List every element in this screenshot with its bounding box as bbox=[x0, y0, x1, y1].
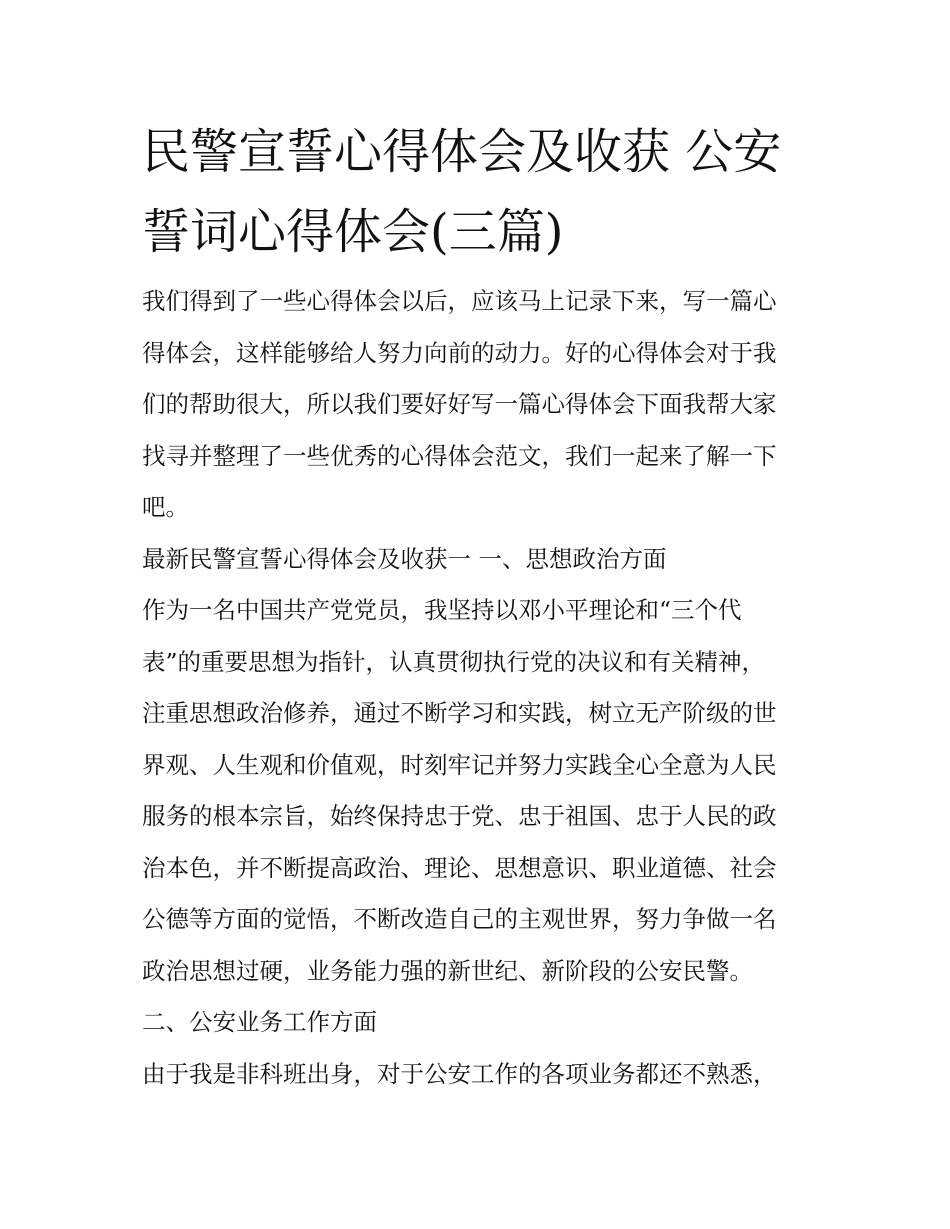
body-line: 表”的重要思想为指针，认真贯彻执行党的决议和有关精神， bbox=[142, 647, 766, 676]
document-title bbox=[142, 112, 842, 272]
body-line: 我们得到了一些心得体会以后，应该马上记录下来，写一篇心 bbox=[142, 287, 777, 315]
body-line: 服务的根本宗旨，始终保持忠于党、忠于祖国、忠于人民的政 bbox=[142, 802, 777, 830]
section-heading: 二、公安业务工作方面 bbox=[142, 1008, 377, 1036]
body-line: 由于我是非科班出身，对于公安工作的各项业务都还不熟悉， bbox=[142, 1059, 777, 1088]
document-body bbox=[142, 276, 822, 1100]
title-line: 民警宣誓心得体会及收获 公安 bbox=[142, 124, 782, 180]
body-line: 作为一名中国共产党党员，我坚持以邓小平理论和“三个代 bbox=[142, 596, 742, 624]
title-line: 誓词心得体会(三篇) bbox=[142, 204, 564, 260]
section-heading: 最新民警宣誓心得体会及收获一 一、思想政治方面 bbox=[142, 544, 667, 573]
body-line: 治本色，并不断提高政治、理论、思想意识、职业道德、社会 bbox=[142, 853, 777, 882]
body-line: 得体会，这样能够给人努力向前的动力。好的心得体会对于我 bbox=[142, 338, 777, 367]
body-line: 们的帮助很大，所以我们要好好写一篇心得体会下面我帮大家 bbox=[142, 390, 777, 418]
body-line: 注重思想政治修养，通过不断学习和实践，树立无产阶级的世 bbox=[142, 699, 777, 727]
body-line: 吧。 bbox=[142, 493, 189, 521]
body-line: 公德等方面的觉悟，不断改造自己的主观世界，努力争做一名 bbox=[142, 905, 777, 933]
body-line: 政治思想过硬，业务能力强的新世纪、新阶段的公安民警。 bbox=[142, 956, 753, 985]
body-line: 界观、人生观和价值观，时刻牢记并努力实践全心全意为人民 bbox=[142, 750, 777, 779]
body-line: 找寻并整理了一些优秀的心得体会范文，我们一起来了解一下 bbox=[142, 441, 777, 470]
